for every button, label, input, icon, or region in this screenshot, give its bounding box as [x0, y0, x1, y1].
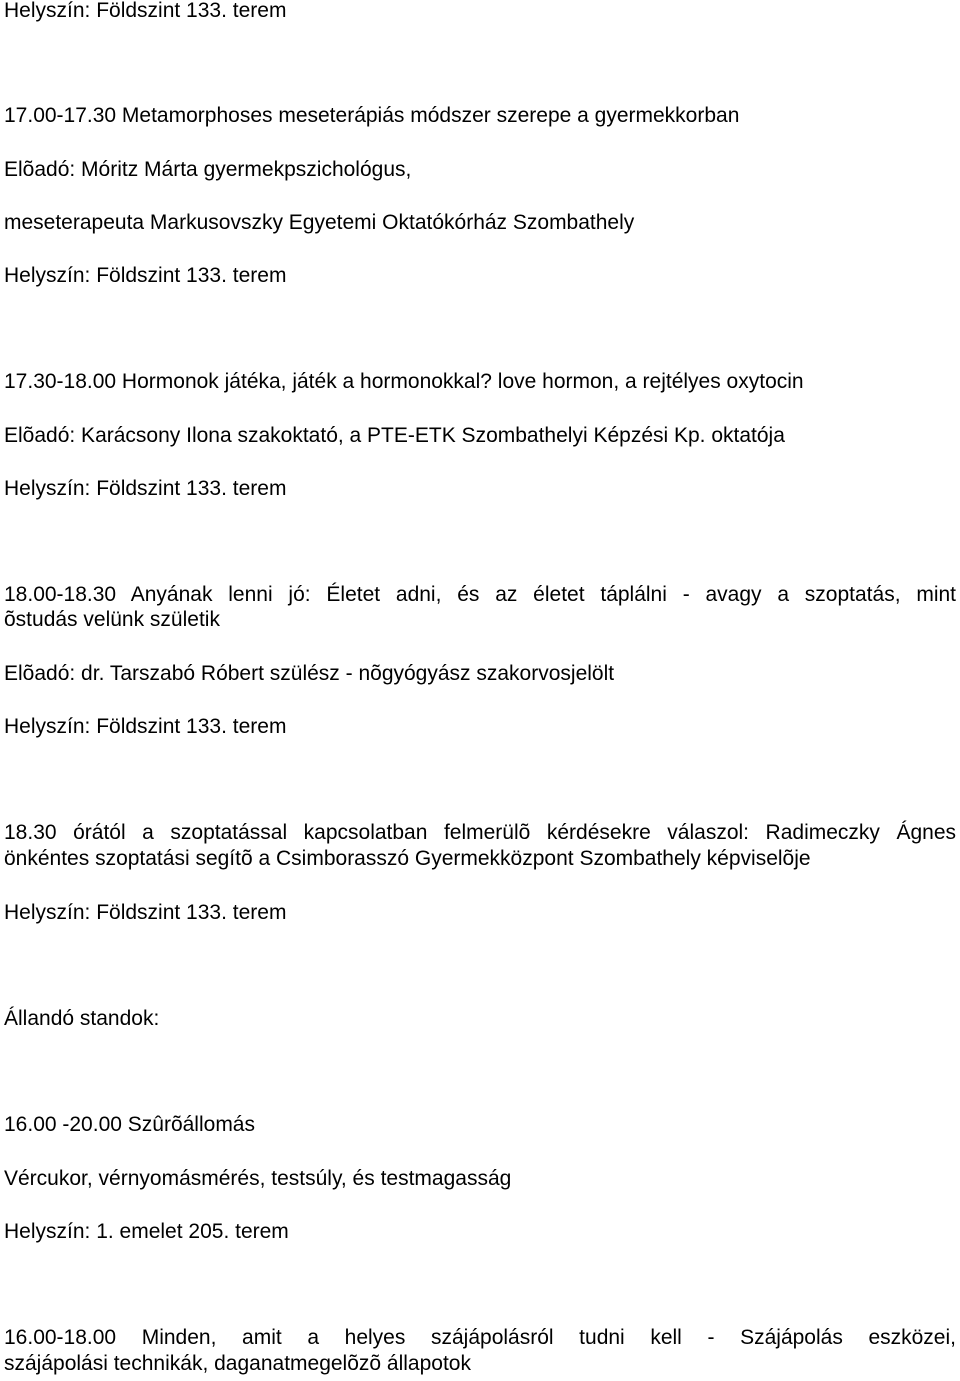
speaker-line: Elõadó: dr. Tarszabó Róbert szülész - nõgyógyász szakorvosjelölt — [4, 662, 615, 685]
session-title-continued: szájápolási technikák, daganatmegelõzõ állapotok — [4, 1352, 471, 1375]
session-title: 18.00-18.30 Anyának lenni jó: Életet adni, és az életet táplálni - avagy a szoptatás, mint — [4, 583, 956, 606]
section-heading: Állandó standok: — [4, 1007, 160, 1030]
location-line: Helyszín: Földszint 133. terem — [4, 715, 287, 738]
session-title: 17.00-17.30 Metamorphoses meseterápiás módszer szerepe a gyermekkorban — [4, 104, 740, 127]
session-title: 16.00 -20.00 Szûrõállomás — [4, 1113, 255, 1136]
session-title: 17.30-18.00 Hormonok játéka, játék a hormonokkal? love hormon, a rejtélyes oxytocin — [4, 370, 804, 393]
session-title: 18.30 órától a szoptatással kapcsolatban felmerülõ kérdésekre válaszol: Radimeczky Ágnes — [4, 821, 956, 844]
description-line: Vércukor, vérnyomásmérés, testsúly, és testmagasság — [4, 1167, 512, 1190]
location-line: Helyszín: Földszint 133. terem — [4, 0, 287, 22]
location-line: Helyszín: Földszint 133. terem — [4, 901, 287, 924]
speaker-affiliation: meseterapeuta Markusovszky Egyetemi Oktatókórház Szombathely — [4, 211, 635, 234]
location-line: Helyszín: Földszint 133. terem — [4, 477, 287, 500]
speaker-line: Elõadó: Móritz Márta gyermekpszichológus, — [4, 158, 412, 181]
session-title-continued: õstudás velünk születik — [4, 608, 220, 631]
location-line: Helyszín: Földszint 133. terem — [4, 264, 287, 287]
session-title: 16.00-18.00 Minden, amit a helyes szájápolásról tudni kell - Szájápolás eszközei, — [4, 1326, 956, 1349]
session-title-continued: önkéntes szoptatási segítõ a Csimborasszó Gyermekközpont Szombathely képviselõje — [4, 847, 811, 870]
location-line: Helyszín: 1. emelet 205. terem — [4, 1220, 289, 1243]
speaker-line: Elõadó: Karácsony Ilona szakoktató, a PTE-ETK Szombathelyi Képzési Kp. oktatója — [4, 424, 785, 447]
